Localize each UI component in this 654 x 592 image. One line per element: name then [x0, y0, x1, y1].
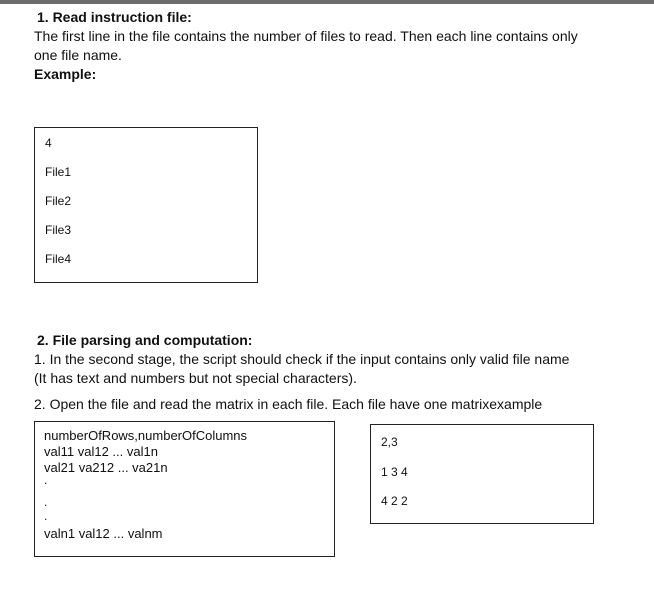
sample-line-dimensions: 2,3 [381, 435, 398, 449]
example-label: Example: [34, 66, 97, 82]
section2-item2: 2. Open the file and read the matrix in each file. Each file have one matrixexample [34, 396, 543, 412]
matrix-sample-box [370, 424, 594, 524]
sample-line-row2: 4 2 2 [381, 494, 408, 508]
example-line-file3: File3 [45, 223, 72, 237]
format-line-row1: val11 val12 ... val1n [44, 444, 158, 459]
format-line-row2: val21 va212 ... va21n [44, 460, 168, 475]
format-line-last-row: valn1 val12 ... valnm [44, 526, 163, 541]
top-divider [0, 0, 654, 4]
format-ellipsis-dot-2: . [44, 495, 48, 509]
format-ellipsis-dot-1: . [44, 473, 48, 487]
example-line-file2: File2 [45, 194, 72, 208]
section2-item1-line1: 1. In the second stage, the script should check if the input contains only valid file name [34, 351, 570, 367]
section2-heading: 2. File parsing and computation: [37, 332, 253, 348]
sample-line-row1: 1 3 4 [381, 465, 408, 479]
example-line-file4: File4 [45, 252, 72, 266]
format-line-header: numberOfRows,numberOfColumns [44, 428, 248, 443]
section1-paragraph-line2: one file name. [34, 47, 122, 63]
matrix-format-box [34, 421, 335, 557]
format-ellipsis-dot-3: . [44, 509, 48, 523]
example-line-count: 4 [45, 136, 52, 150]
example-line-file1: File1 [45, 165, 72, 179]
instruction-file-example-box [34, 127, 258, 283]
section1-heading: 1. Read instruction file: [37, 9, 192, 25]
section2-item1-line2: (It has text and numbers but not special characters). [34, 370, 357, 386]
section1-paragraph-line1: The first line in the file contains the number of files to read. Then each line contains only [34, 28, 578, 44]
